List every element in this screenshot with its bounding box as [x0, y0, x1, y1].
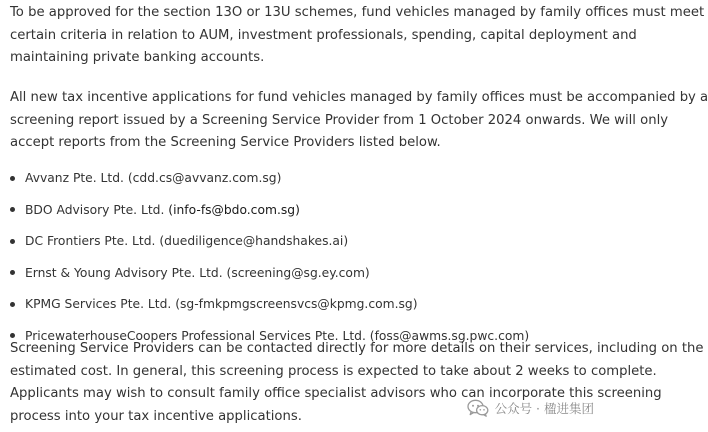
provider-email[interactable]: (duediligence@handshakes.ai) — [159, 234, 349, 249]
provider-name: Ernst & Young Advisory Pte. Ltd. — [25, 265, 223, 280]
wechat-icon — [467, 399, 489, 417]
provider-name: BDO Advisory Pte. Ltd. — [25, 202, 165, 217]
provider-name: DC Frontiers Pte. Ltd. — [25, 234, 156, 249]
list-item — [0, 228, 529, 254]
list-item — [0, 165, 529, 191]
provider-email[interactable]: (foss@awms.sg.pwc.com) — [369, 328, 530, 343]
bullet-icon — [10, 176, 15, 181]
list-item — [0, 260, 529, 286]
text-line: accept reports from the Screening Service Providers listed below. — [10, 135, 441, 150]
intro-paragraph — [10, 2, 705, 70]
provider-list — [0, 165, 529, 355]
text-line: process into your tax incentive applications. — [10, 408, 302, 424]
text-line: maintaining private banking accounts. — [10, 50, 265, 65]
provider-email[interactable]: (screening@sg.ey.com) — [226, 265, 370, 280]
text-line: certain criteria in relation to AUM, investment professionals, spending, capital deployment and — [10, 27, 637, 43]
provider-email[interactable]: (info-fs@bdo.com.sg) — [168, 202, 300, 217]
bullet-icon — [10, 270, 15, 275]
text-line: Applicants may wish to consult family office specialist advisors who can incorporate this screening — [10, 386, 662, 401]
text-line: To be approved for the section 13O or 13U schemes, fund vehicles managed by family offices must meet — [10, 5, 705, 20]
bullet-icon — [10, 207, 15, 212]
text-line: Screening Service Providers can be contacted directly for more details on their services, including on the — [10, 341, 704, 356]
requirements-paragraph — [10, 87, 708, 155]
provider-email[interactable]: (sg-fmkpmgscreensvcs@kpmg.com.sg) — [175, 297, 418, 312]
text-line: All new tax incentive applications for fund vehicles managed by family offices must be accompanied by a — [10, 90, 708, 105]
bullet-icon — [10, 302, 15, 307]
provider-name: KPMG Services Pte. Ltd. — [25, 297, 172, 312]
watermark-text: 公众号 · 楹进集团 — [494, 401, 594, 416]
text-line: estimated cost. In general, this screening process is expected to take about 2 weeks to complete. — [10, 363, 657, 379]
text-line: screening report issued by a Screening Service Provider from 1 October 2024 onwards. We will only — [10, 112, 669, 128]
provider-name: PricewaterhouseCoopers Professional Services Pte. Ltd. — [25, 328, 366, 343]
provider-name: Avvanz Pte. Ltd. — [25, 171, 124, 185]
list-item — [0, 291, 529, 317]
watermark — [467, 398, 594, 418]
list-item — [0, 197, 529, 223]
provider-email[interactable]: (cdd.cs@avvanz.com.sg) — [127, 171, 282, 185]
bullet-icon — [10, 239, 15, 244]
